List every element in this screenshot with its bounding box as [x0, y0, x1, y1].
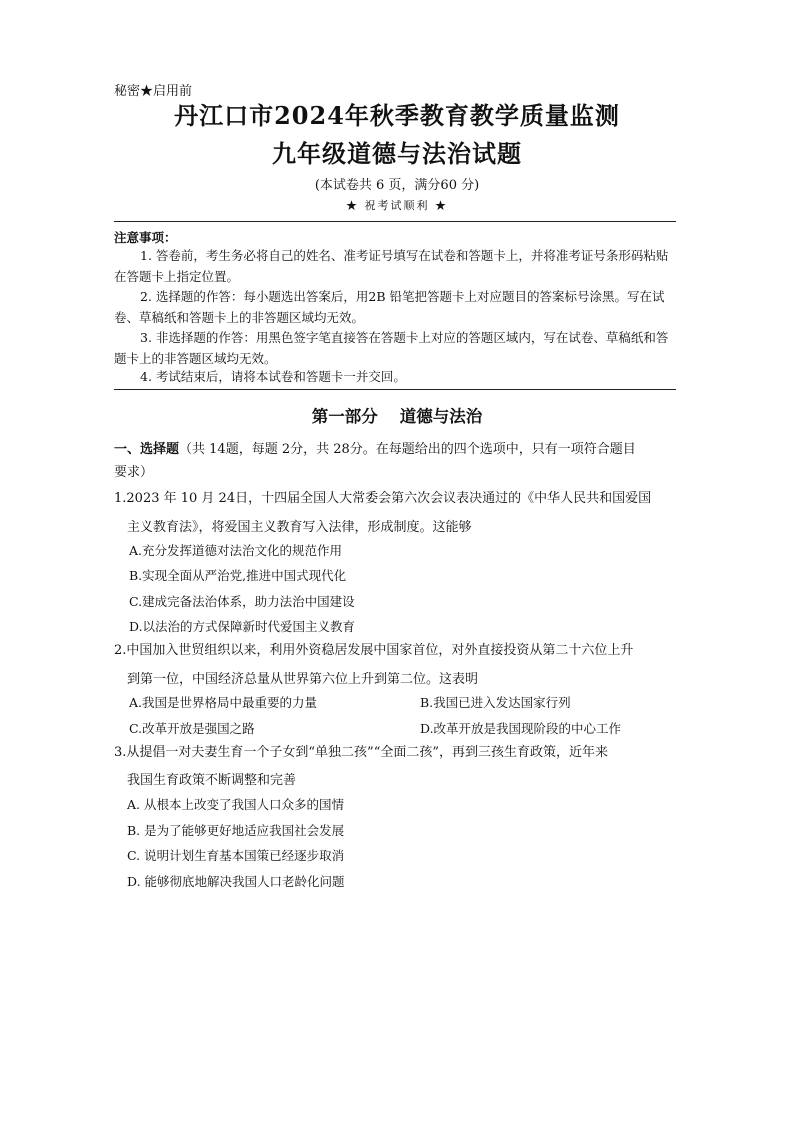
- section-label: 一、选择题: [114, 442, 180, 457]
- question-2-option-d: D.改革开放是我国现阶段的中心工作: [420, 721, 622, 736]
- notice-item-text: 1. 答卷前，考生务必将自己的姓名、准考证号填写在试卷和答题卡上，并将准考证号条形码粘贴在答题卡上指定位置。: [114, 248, 669, 284]
- question-2-option-b: B.我国已进入发达国家行列: [420, 695, 571, 710]
- part-heading: [0, 403, 794, 427]
- good-luck-text: ★ 祝考试顺利 ★: [346, 199, 448, 212]
- question-1-stem-cont: 主义教育法》，将爱国主义教育写入法律，形成制度。这能够: [127, 520, 472, 535]
- secret-mark: 秘密★启用前: [114, 84, 193, 99]
- question-2-option-c: C.改革开放是强国之路: [129, 721, 255, 736]
- question-1-option-c: C.建成完备法治体系，助力法治中国建设: [129, 594, 355, 609]
- question-2-stem-cont: 到第一位，中国经济总量从世界第六位上升到第二位。这表明: [127, 672, 479, 687]
- question-3-option-c: C. 说明计划生育基本国策已经逐步取消: [127, 848, 345, 863]
- question-3-stem: 3.从提倡一对夫妻生育一个子女到“单独二孩”“全面二孩”，再到三孩生育政策，近年来: [114, 745, 608, 760]
- notice-item-text: 2. 选择题的作答：每小题选出答案后，用2B 铅笔把答题卡上对应题目的答案标号涂黑。写在试卷、草稿纸和答题卡上的非答题区域均无效。: [114, 289, 665, 325]
- notice-item: [114, 287, 680, 328]
- top-divider: [114, 221, 676, 222]
- question-1-option-b: B.实现全面从严治党,推进中国式现代化: [129, 568, 347, 583]
- notice-item: [114, 328, 680, 369]
- notice-item-text: 4. 考试结束后，请将本试卷和答题卡一并交回。: [140, 369, 406, 384]
- exam-info: (本试卷共 6 页，满分60 分): [314, 178, 480, 193]
- question-1-stem: 1.2023 年 10 月 24日，十四届全国人大常委会第六次会议表决通过的《中华人民共和国爱国: [114, 491, 652, 506]
- question-3-option-b: B. 是为了能够更好地适应我国社会发展: [127, 823, 345, 838]
- section-desc-cont: 要求）: [114, 465, 154, 480]
- notice-item: [114, 246, 680, 287]
- question-2-option-a: A.我国是世界格局中最重要的力量: [129, 695, 318, 710]
- question-1-option-d: D.以法治的方式保障新时代爱国主义教育: [129, 619, 356, 634]
- question-1-option-a: A.充分发挥道德对法治文化的规范作用: [129, 543, 343, 558]
- part-name: 道德与法治: [399, 407, 483, 426]
- question-3-option-d: D. 能够彻底地解决我国人口老龄化问题: [127, 874, 345, 889]
- exam-subject-title: 九年级道德与法治试题: [272, 139, 522, 168]
- question-2-stem: 2.中国加入世贸组织以来，利用外资稳居发展中国家首位，对外直接投资从第二十六位上升: [114, 643, 634, 658]
- exam-title: 丹江口市2024年秋季教育教学质量监测: [174, 101, 620, 130]
- question-3-option-a: A. 从根本上改变了我国人口众多的国情: [127, 797, 344, 812]
- notice-item: [114, 367, 680, 388]
- notice-item-text: 3. 非选择题的作答：用黑色签字笔直接答在答题卡上对应的答题区域内，写在试卷、草稿纸和答题卡上的非答题区域均无效。: [114, 330, 669, 366]
- notice-title: 注意事项：: [114, 230, 177, 245]
- question-3-stem-cont: 我国生育政策不断调整和完善: [127, 773, 297, 788]
- section-heading: [114, 440, 636, 460]
- section-desc: （共 14题，每题 2分，共 28分。在每题给出的四个选项中，只有一项符合题目: [179, 442, 636, 457]
- bottom-divider: [114, 389, 676, 390]
- part-label: 第一部分: [311, 407, 378, 426]
